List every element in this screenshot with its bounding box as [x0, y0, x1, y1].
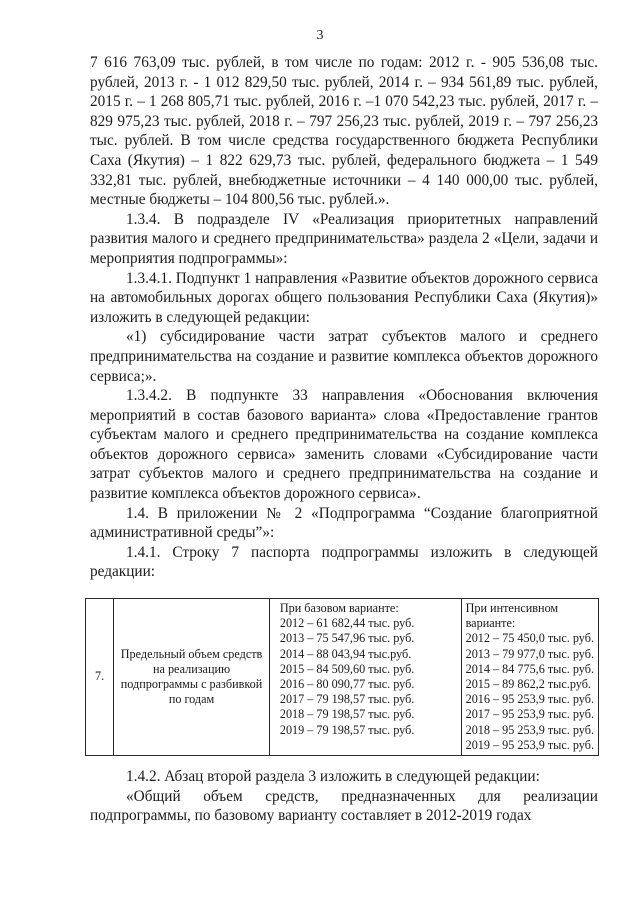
basic-year-line: 2012 – 61 682,44 тыс. руб. [279, 616, 415, 631]
intensive-variant-cell [461, 599, 598, 756]
basic-year-line: 2014 – 88 043,94 тыс.руб. [279, 646, 412, 661]
document-tail [90, 767, 598, 826]
paragraph-1-4: 1.4. В приложении № 2 «Подпрограмма “Создание благоприятной административной среды”»: [90, 504, 598, 542]
intensive-year-line: 2017 – 95 253,9 тыс. руб. [465, 707, 594, 722]
paragraph-subsidy-item: «1) субсидирование части затрат субъектов малого и среднего предпринимательства на создание и развитие комплекса объектов дорожного сервиса;». [90, 328, 598, 385]
basic-year-line: 2015 – 84 509,60 тыс. руб. [279, 661, 415, 676]
document-body [90, 53, 598, 582]
intensive-variant-heading: При интенсивном варианте: [465, 601, 559, 631]
paragraph-1-3-4-1: 1.3.4.1. Подпункт 1 направления «Развитие объектов дорожного сервиса на автомобильных дорогах общего пользования Республики Саха (Якутия)» изложить в следующей редакции: [90, 269, 598, 326]
basic-year-line: 2013 – 75 547,96 тыс. руб. [279, 631, 415, 646]
intensive-year-line: 2018 – 95 253,9 тыс. руб. [465, 722, 594, 737]
passport-row-table [85, 598, 599, 756]
intensive-year-line: 2014 – 84 775,6 тыс. руб. [465, 661, 594, 676]
paragraph-1-3-4-2: 1.3.4.2. В подпункте 33 направления «Обоснования включения мероприятий в состав базового варианта» слова «Предоставление грантов субъектам малого и среднего предпринимательства на создание комплекса объектов дорожного сервиса» заменить словами «Субсидирование части затрат субъектов малого и среднего предпринимательства на создание и развитие комплекса объектов дорожного сервиса». [90, 387, 598, 503]
row-number-cell: 7. [86, 599, 114, 756]
paragraph-1-3-4: 1.3.4. В подразделе IV «Реализация приоритетных направлений развития малого и среднего предпринимательства» раздела 2 «Цели, задачи и мероприятия подпрограммы»: [90, 210, 598, 267]
paragraph-budget-summary: 7 616 763,09 тыс. рублей, в том числе по годам: 2012 г. - 905 536,08 тыс. рублей, 2013 г. - 1 012 829,50 тыс. рублей, 2014 г. – 934 561,89 тыс. рублей, 2015 г. – 1 268 805,71 тыс. рублей, 2016 г. –1 070 542,23 тыс. рублей, 2017 г. – 829 975,23 тыс. рублей, 2018 г. – 797 256,23 тыс. рублей, 2019 г. – 797 256,23 тыс. рублей. В том числе средства государственного бюджета Республики Саха (Якутия) – 1 822 629,73 тыс. рублей, федерального бюджета – 1 549 332,81 тыс. рублей, внебюджетные источники – 4 140 000,00 тыс. рублей, местные бюджеты – 104 800,56 тыс. рублей.». [90, 54, 598, 209]
basic-year-line: 2017 – 79 198,57 тыс. руб. [279, 692, 415, 707]
page-number: 3 [316, 28, 324, 43]
basic-variant-cell [269, 599, 461, 756]
intensive-year-line: 2015 – 89 862,2 тыс.руб. [465, 677, 591, 692]
basic-year-line: 2016 – 80 090,77 тыс. руб. [279, 677, 415, 692]
row-label-cell: Предельный объем средств на реализацию подпрограммы с разбивкой по годам [114, 599, 270, 756]
paragraph-1-4-2: 1.4.2. Абзац второй раздела 3 изложить в следующей редакции: [126, 768, 540, 785]
table-row [86, 599, 599, 756]
paragraph-total-volume: «Общий объем средств, предназначенных для реализации подпрограммы, по базовому варианту составляет в 2012-2019 годах [90, 787, 598, 825]
paragraph-1-4-1: 1.4.1. Строку 7 паспорта подпрограммы изложить в следующей редакции: [90, 543, 598, 581]
basic-year-line: 2018 – 79 198,57 тыс. руб. [279, 707, 415, 722]
intensive-year-line: 2016 – 95 253,9 тыс. руб. [465, 692, 594, 707]
basic-variant-heading: При базовом варианте: [279, 601, 399, 615]
basic-year-line: 2019 – 79 198,57 тыс. руб. [279, 722, 415, 737]
intensive-year-line: 2013 – 79 977,0 тыс. руб. [465, 646, 594, 661]
intensive-year-line: 2012 – 75 450,0 тыс. руб. [465, 631, 594, 646]
intensive-year-line: 2019 – 95 253,9 тыс. руб. [465, 737, 594, 752]
